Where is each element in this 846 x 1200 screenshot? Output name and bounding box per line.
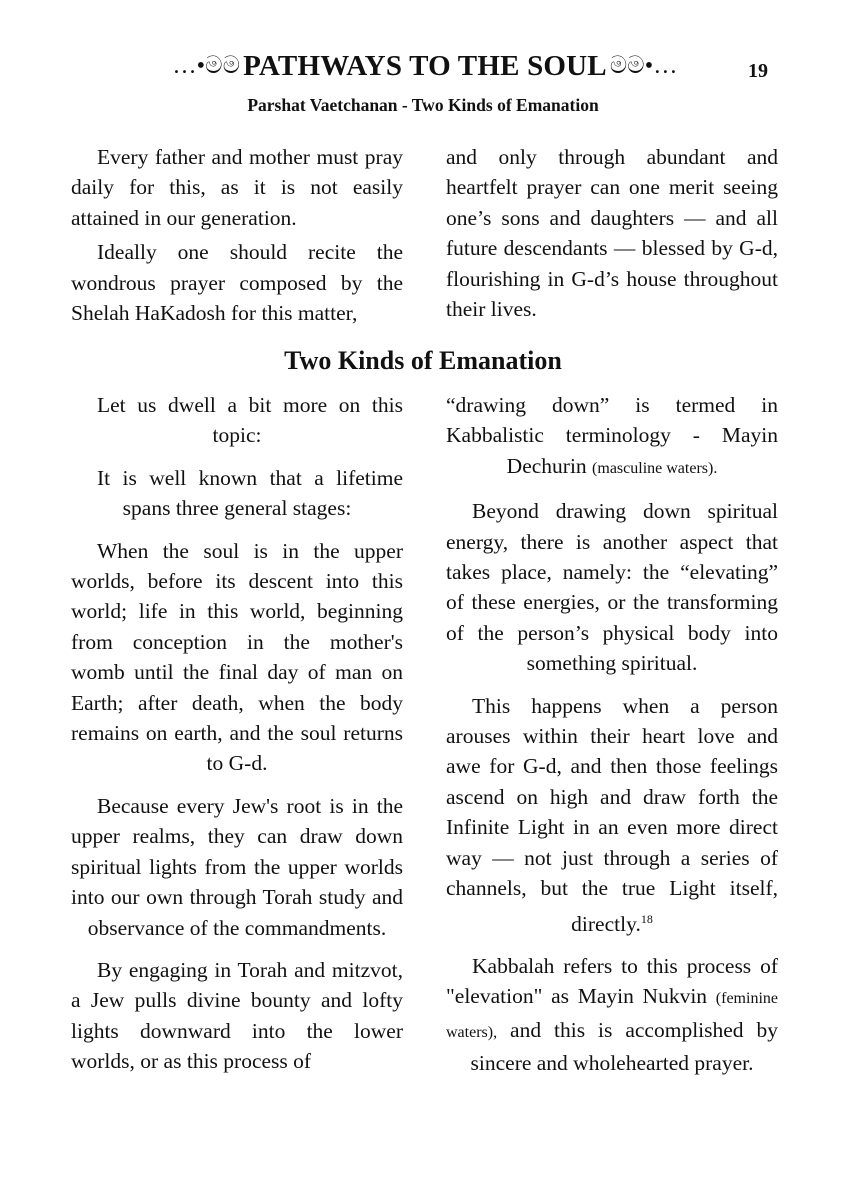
section-heading: Two Kinds of Emanation [284, 346, 562, 375]
paragraph-text: “drawing down” is termed in Kabbalistic terminology - Mayin Dechurin [446, 393, 778, 478]
paragraph: Ideally one should recite the wondrous prayer composed by the Shelah HaKadosh for this matter, [71, 240, 403, 326]
paragraph: Every father and mother must pray daily for this, as it is not easily attained in our generation. [71, 145, 403, 230]
right-ornament-icon: මම•… [609, 53, 678, 79]
paragraph-text: and this is accomplished by sincere and wholehearted prayer. [470, 1017, 779, 1076]
book-title: PATHWAYS TO THE SOUL [243, 50, 607, 82]
paragraph-text: This happens when a person arouses within their heart love and awe for G-d, and then those feelings ascend on high and draw forth the Infinite Light in an even more direct way — not just through a series of channels, but the true Light itself, directly. [446, 693, 778, 936]
paragraph: It is well known that a lifetime spans three general stages: [97, 465, 403, 521]
paragraph-text: Kabbalah refers to this process of "elevation" as Mayin Nukvin [446, 953, 778, 1009]
page-number: 19 [748, 60, 768, 82]
top-left-column [71, 142, 403, 340]
parenthetical-note: (masculine waters). [592, 459, 718, 477]
footnote-marker: 18 [640, 911, 653, 926]
paragraph: Let us dwell a bit more on this topic: [97, 393, 403, 448]
bottom-left-column [71, 390, 403, 1089]
running-header [0, 50, 846, 86]
paragraph: and only through abundant and heartfelt prayer can one merit seeing one’s sons and daughters — and all future descendants — blessed by G-d, flourishing in G-d’s house throughout their lives. [446, 145, 778, 322]
paragraph: Beyond drawing down spiritual energy, there is another aspect that takes place, namely: the “elevating” of these energies, or the transforming of the person’s physical body into something spiritual. [446, 499, 778, 676]
running-title-line [130, 50, 720, 83]
paragraph [446, 951, 778, 1079]
top-right-column [446, 142, 778, 336]
paragraph: By engaging in Torah and mitzvot, a Jew pulls divine bounty and lofty lights downward into the lower worlds, or as this process of [71, 957, 403, 1074]
paragraph: When the soul is in the upper worlds, before its descent into this world; life in this world, beginning from conception in the mother's womb until the final day of man on Earth; after death, when the body remains on earth, and the soul returns to G-d. [71, 538, 403, 776]
paragraph [446, 390, 778, 484]
chapter-subtitle: Parshat Vaetchanan - Two Kinds of Emanation [247, 95, 599, 115]
paragraph: Because every Jew's root is in the upper realms, they can draw down spiritual lights from the upper worlds into our own through Torah study and observance of the commandments. [71, 793, 403, 940]
paragraph [446, 691, 778, 939]
bottom-right-column [446, 390, 778, 1091]
left-ornament-icon: …•මම [172, 53, 241, 79]
parenthetical-note: (feminine waters), [446, 990, 778, 1041]
